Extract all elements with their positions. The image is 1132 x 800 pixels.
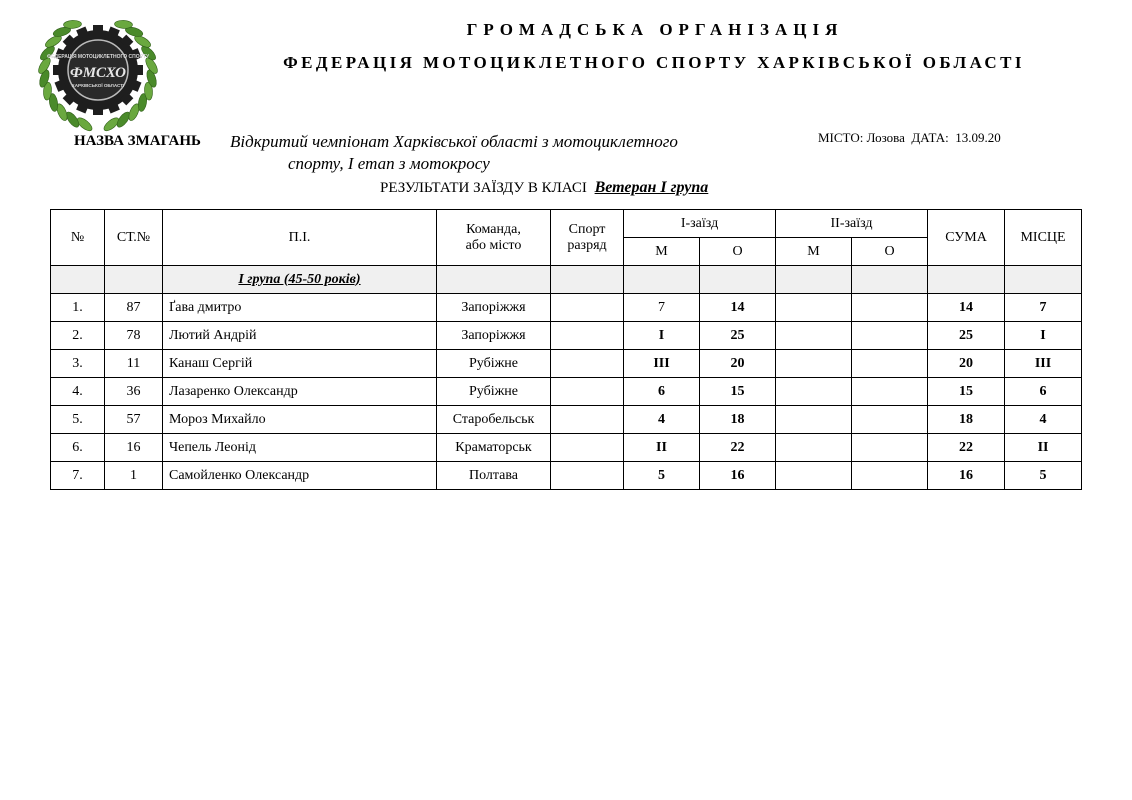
cell-start-num: 16 [105,434,163,462]
table-row [51,294,1082,322]
cell-race1-o: 16 [700,462,776,490]
cell-num: 1. [51,294,105,322]
cell-sum: 20 [928,350,1005,378]
competition-name-line1: Відкритий чемпіонат Харківської області з мотоциклетного [230,132,678,151]
cell-name: Самойленко Олександр [163,462,437,490]
cell-rank [551,378,624,406]
cell-rank [551,406,624,434]
cell-race1-m: 6 [624,378,700,406]
cell-rank [551,462,624,490]
cell-race2-m [776,406,852,434]
header-race2-m: М [776,238,852,266]
org-title: ГРОМАДСЬКА ОРГАНІЗАЦІЯ [466,20,844,39]
cell-race1-m: 5 [624,462,700,490]
cell-start-num: 87 [105,294,163,322]
header-race1: І-заїзд [624,210,776,238]
cell-rank [551,294,624,322]
group-label: І група (45-50 років) [163,266,437,294]
cell-race1-m: 7 [624,294,700,322]
cell-num: 4. [51,378,105,406]
cell-num: 2. [51,322,105,350]
table-row [51,350,1082,378]
cell-num: 7. [51,462,105,490]
cell-rank [551,322,624,350]
org-subtitle: ФЕДЕРАЦІЯ МОТОЦИКЛЕТНОГО СПОРТУ ХАРКІВСЬКОЇ ОБЛАСТІ [283,53,1025,72]
table-row [51,322,1082,350]
logo-top-text: ФЕДЕРАЦІЯ МОТОЦИКЛЕТНОГО СПОРТУ [46,54,150,60]
header-race1-o: О [700,238,776,266]
cell-race2-m [776,434,852,462]
cell-place: 5 [1005,462,1082,490]
cell-name: Мороз Михайло [163,406,437,434]
competition-name-line2: спорту, І етап з мотокросу [288,154,490,173]
header-team [437,210,551,266]
cell-team: Старобельськ [437,406,551,434]
cell-race2-m [776,462,852,490]
cell-name: Лазаренко Олександр [163,378,437,406]
cell-race2-o [852,406,928,434]
cell-race1-o: 22 [700,434,776,462]
results-label: РЕЗУЛЬТАТИ ЗАЇЗДУ В КЛАСІ [380,180,587,196]
header-race2: ІІ-заїзд [776,210,928,238]
cell-place: 6 [1005,378,1082,406]
header-place: МІСЦЕ [1005,210,1082,266]
header-rank-line1: Спорт [568,221,606,237]
table-row [51,406,1082,434]
cell-race1-m: ІІ [624,434,700,462]
cell-race1-m: ІІІ [624,350,700,378]
cell-place: ІІІ [1005,350,1082,378]
logo-main-text: ФМСХО [70,65,126,81]
competition-label: НАЗВА ЗМАГАНЬ [74,133,201,149]
cell-race1-o: 15 [700,378,776,406]
group-row [51,266,1082,294]
cell-sum: 15 [928,378,1005,406]
logo-bottom-text: ХАРКІВСЬКОЇ ОБЛАСТІ [71,83,125,88]
cell-start-num: 78 [105,322,163,350]
cell-race2-m [776,350,852,378]
table-row [51,434,1082,462]
cell-race2-o [852,350,928,378]
cell-race2-o [852,462,928,490]
cell-name: Чепель Леонід [163,434,437,462]
cell-race1-m: 4 [624,406,700,434]
cell-start-num: 36 [105,378,163,406]
header-start-num: СТ.№ [105,210,163,266]
cell-place: 4 [1005,406,1082,434]
cell-race2-m [776,294,852,322]
header-sum: СУМА [928,210,1005,266]
cell-sum: 14 [928,294,1005,322]
cell-sum: 25 [928,322,1005,350]
results-table [50,209,1082,490]
cell-team: Запоріжжя [437,294,551,322]
cell-sum: 22 [928,434,1005,462]
cell-race2-o [852,434,928,462]
header-team-line2: або місто [465,237,522,253]
cell-sum: 18 [928,406,1005,434]
cell-race1-m: І [624,322,700,350]
cell-race2-o [852,378,928,406]
header-num: № [51,210,105,266]
cell-name: Лютий Андрій [163,322,437,350]
cell-start-num: 11 [105,350,163,378]
cell-race1-o: 20 [700,350,776,378]
cell-place: ІІ [1005,434,1082,462]
cell-race2-o [852,294,928,322]
cell-race2-o [852,322,928,350]
cell-race1-o: 14 [700,294,776,322]
cell-race1-o: 25 [700,322,776,350]
cell-place: І [1005,322,1082,350]
cell-num: 6. [51,434,105,462]
table-row [51,378,1082,406]
cell-team: Рубіжне [437,350,551,378]
cell-start-num: 57 [105,406,163,434]
cell-team: Запоріжжя [437,322,551,350]
cell-name: Ґава дмитро [163,294,437,322]
header-rank [551,210,624,266]
table-row [51,462,1082,490]
results-heading [380,179,708,197]
cell-rank [551,434,624,462]
cell-place: 7 [1005,294,1082,322]
cell-num: 3. [51,350,105,378]
federation-logo [28,8,168,136]
cell-race2-m [776,322,852,350]
cell-team: Краматорськ [437,434,551,462]
header-team-line1: Команда, [466,221,521,237]
place-date: МІСТО: Лозова ДАТА: 13.09.20 [818,130,1001,145]
cell-team: Полтава [437,462,551,490]
header-race1-m: М [624,238,700,266]
cell-start-num: 1 [105,462,163,490]
cell-rank [551,350,624,378]
header-name: П.І. [163,210,437,266]
cell-team: Рубіжне [437,378,551,406]
class-name: Ветеран І група [594,179,709,196]
header-rank-line2: разряд [567,237,607,253]
cell-race2-m [776,378,852,406]
cell-num: 5. [51,406,105,434]
cell-name: Канаш Сергій [163,350,437,378]
cell-race1-o: 18 [700,406,776,434]
cell-sum: 16 [928,462,1005,490]
header-race2-o: О [852,238,928,266]
